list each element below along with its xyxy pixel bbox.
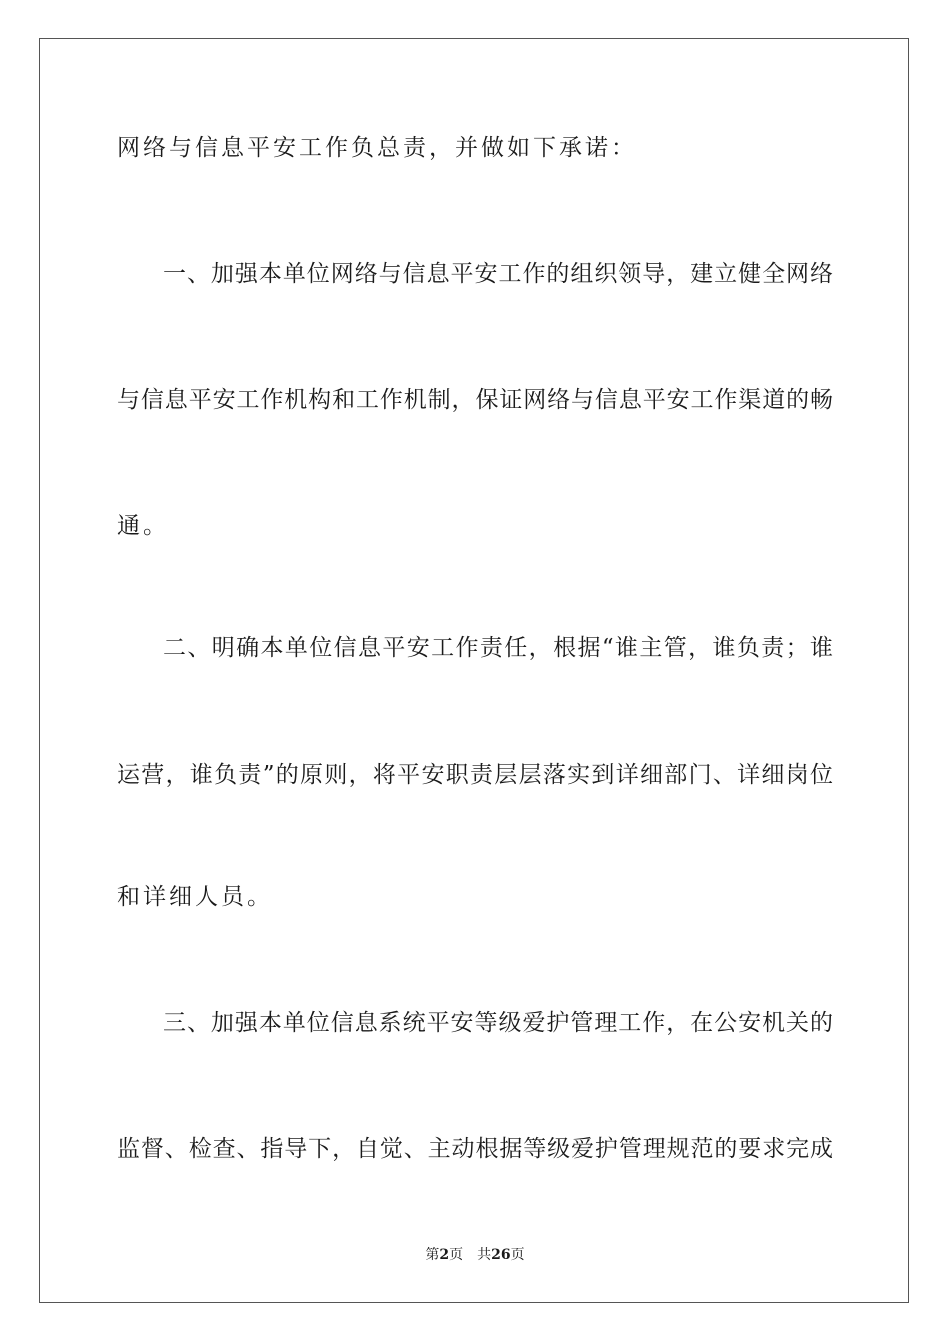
page-suffix: 页 bbox=[449, 1247, 464, 1263]
page-prefix: 第 bbox=[425, 1247, 440, 1263]
paragraph-line: 一、加强本单位网络与信息平安工作的组织领导，建立健全网络 bbox=[163, 261, 833, 287]
paragraph-line: 运营，谁负责”的原则，将平安职责层层落实到详细部门、详细岗位 bbox=[117, 762, 833, 788]
total-pages: 26 bbox=[491, 1247, 511, 1263]
total-prefix: 共 bbox=[477, 1247, 492, 1263]
page-number: 2 bbox=[439, 1247, 450, 1263]
paragraph-line: 和详细人员。 bbox=[117, 884, 273, 910]
page-border bbox=[39, 38, 909, 1303]
paragraph-line: 三、加强本单位信息系统平安等级爱护管理工作，在公安机关的 bbox=[163, 1010, 833, 1036]
paragraph-line: 网络与信息平安工作负总责，并做如下承诺： bbox=[117, 135, 637, 161]
paragraph-line: 监督、检查、指导下，自觉、主动根据等级爱护管理规范的要求完成 bbox=[117, 1136, 833, 1162]
page-footer bbox=[0, 1245, 950, 1265]
total-suffix: 页 bbox=[510, 1247, 525, 1263]
paragraph-line: 通。 bbox=[117, 513, 169, 539]
paragraph-line: 二、明确本单位信息平安工作责任，根据“谁主管，谁负责；谁 bbox=[163, 635, 833, 661]
paragraph-line: 与信息平安工作机构和工作机制，保证网络与信息平安工作渠道的畅 bbox=[117, 387, 833, 413]
